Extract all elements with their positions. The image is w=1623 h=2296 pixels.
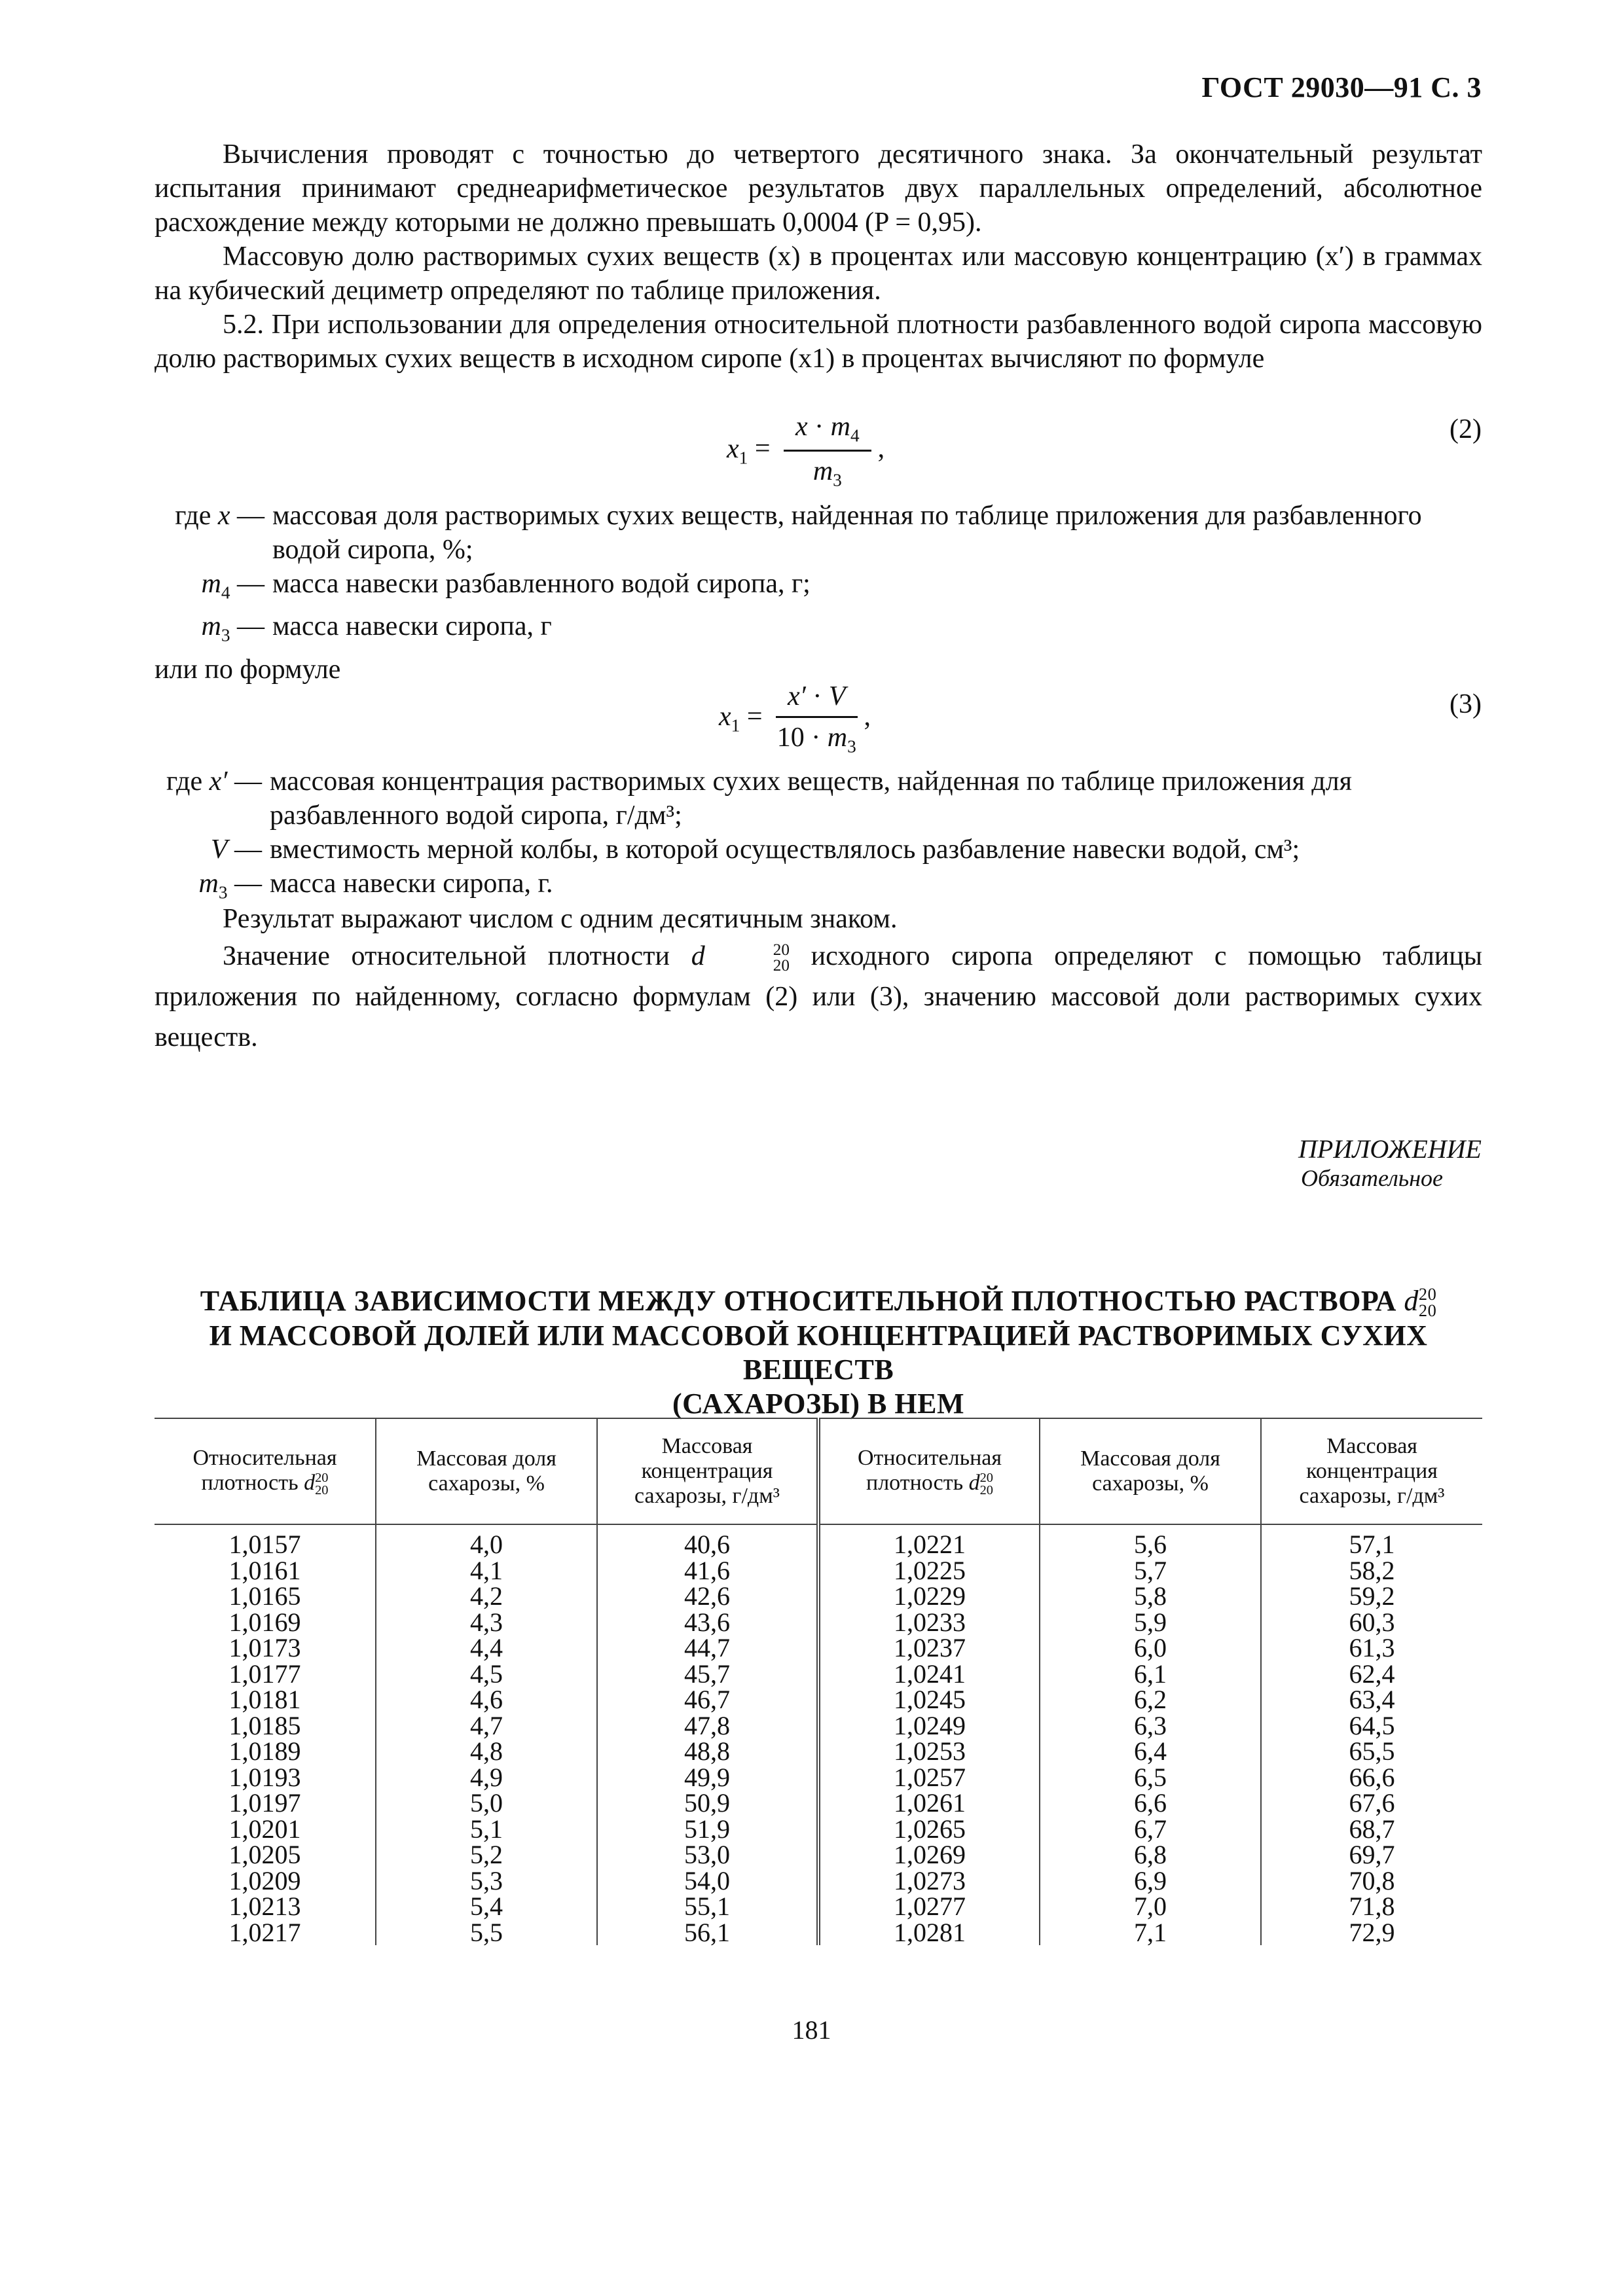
intro-text (155, 137, 1482, 376)
header-density-left: Относительная плотность d 20 20 (155, 1418, 376, 1524)
formula-3-fraction: $\frac{x' \cdot V}{10 \cdot m_3}$ (776, 681, 856, 757)
formula-3-lhs: $x_1$ (719, 701, 740, 736)
result-text (155, 902, 1482, 1058)
column-density-right: 1,0221 1,0225 1,0229 1,0233 1,0237 1,0241 1,0245 1,0249 1,0253 1,0257 1,0261 1,0265 1,0269 1,0273 1,0277 1,0281 (818, 1524, 1040, 1945)
table-title-line-1: ТАБЛИЦА ЗАВИСИМОСТИ МЕЖДУ ОТНОСИТЕЛЬНОЙ ПЛОТНОСТЬЮ РАСТВОРА d 20 20 (200, 1284, 1437, 1321)
header-density-right: Относительная плотность d 20 20 (818, 1418, 1040, 1524)
paragraph-dilution: 5.2. При использовании для определения относительной плотности разбавленного водой сиропа массовую долю растворимых сухих веществ в исходном сиропе (x1) в процентах вычисляют по формуле (155, 310, 1482, 374)
column-conc-left: 40,6 41,6 42,6 43,6 44,7 45,7 46,7 47,8 48,8 49,9 50,9 51,9 53,0 54,0 55,1 56,1 (597, 1524, 818, 1945)
formula-2-fraction: $\frac{x \cdot m_4}{m_3}$ (784, 411, 871, 491)
formula-2-equals: = (754, 433, 771, 464)
formula-2-lhs: $x_1$ (727, 433, 748, 467)
appendix-title: ПРИЛОЖЕНИЕ (1298, 1134, 1482, 1164)
formula-2: $x_1$ = $\frac{x \cdot m_4}{m_3}$ , (727, 412, 885, 490)
paragraph-result: Результат выражают числом с одним десятичным знаком. (223, 904, 898, 934)
definitions-formula-3: где x′ — массовая концентрация растворимых сухих веществ, найденная по таблице приложения для разбавленного водой сиропа, г/дм³; V — вместимость мерной колбы, в которой осуществлялось разбавление навески водой, см³; $m_3$ — масса навески сиропа, г. (155, 764, 1482, 909)
appendix-subtitle: Обязательное (1301, 1165, 1444, 1191)
paragraph-precision: Вычисления проводят с точностью до четвертого десятичного знака. За окончательный результат испытания принимают среднеарифметическое результатов двух параллельных определений, абсолютное расхождение между которыми не должно превышать 0,0004 (P = 0,95). (155, 139, 1482, 238)
header-mass-left: Массовая доля сахарозы, % (376, 1418, 597, 1524)
appendix-heading (1298, 1134, 1482, 1192)
formula-3-equals: = (746, 701, 763, 732)
paragraph-mass-fraction: Массовую долю растворимых сухих веществ (x) в процентах или массовую концентрацию (x′) в граммах на кубический дециметр определяют по таблице приложения. (155, 242, 1482, 306)
column-conc-right: 57,1 58,2 59,2 60,3 61,3 62,4 63,4 64,5 65,5 66,6 67,6 68,7 69,7 70,8 71,8 72,9 (1261, 1524, 1482, 1945)
def-v: вместимость мерной колбы, в которой осуществлялось разбавление навески водой, см³; (270, 834, 1300, 865)
def-x-prime: массовая концентрация растворимых сухих веществ, найденная по таблице приложения для разбавленного водой сиропа, г/дм³; (270, 766, 1352, 831)
table-row (155, 1524, 1482, 1945)
def-m3: масса навески сиропа, г (272, 611, 552, 642)
table-title-line-2: И МАССОВОЙ ДОЛЕЙ ИЛИ МАССОВОЙ КОНЦЕНТРАЦИЕЙ РАСТВОРИМЫХ СУХИХ ВЕЩЕСТВ (209, 1319, 1428, 1386)
formula-3: $x_1$ = $\frac{x' \cdot V}{10 \cdot m_3}$ , (719, 681, 871, 757)
equation-number-3: (3) (1450, 689, 1482, 719)
paragraph-density: Значение относительной плотности d 20 20 исходного сиропа определяют с помощью таблицы приложения по найденному, согласно формулам (2) или (3), значению массовой доли растворимых сухих веществ. (155, 941, 1483, 1052)
def-m3-second: масса навески сиропа, г. (270, 869, 553, 899)
column-density-left: 1,0157 1,0161 1,0165 1,0169 1,0173 1,0177 1,0181 1,0185 1,0189 1,0193 1,0197 1,0201 1,0205 1,0209 1,0213 1,0217 (228, 1530, 301, 1947)
density-table (155, 1418, 1482, 1945)
equation-number-2: (2) (1450, 414, 1482, 444)
column-mass-right: 5,6 5,7 5,8 5,9 6,0 6,1 6,2 6,3 6,4 6,5 6,6 6,7 6,8 6,9 7,0 7,1 (1040, 1524, 1261, 1945)
def-m4: масса навески разбавленного водой сиропа, г; (272, 569, 811, 599)
header-conc-right: Массовая концентрация сахарозы, г/дм³ (1261, 1418, 1482, 1524)
page-number: 181 (792, 2015, 831, 2045)
table-title-line-3: (САХАРОЗЫ) В НЕМ (672, 1388, 964, 1420)
table-title (155, 1284, 1482, 1421)
definitions-formula-2: где x — массовая доля растворимых сухих веществ, найденная по таблице приложения для разбавленного водой сиропа, %; $m_4$ — масса навески разбавленного водой сиропа, г; $m_3$ — масса навески сиропа, г или по формуле (155, 499, 1482, 687)
header-conc-left: Массовая концентрация сахарозы, г/дм³ (597, 1418, 818, 1524)
or-formula: или по формуле (155, 654, 341, 685)
column-mass-left: 4,0 4,1 4,2 4,3 4,4 4,5 4,6 4,7 4,8 4,9 5,0 5,1 5,2 5,3 5,4 5,5 (376, 1524, 597, 1945)
header-mass-right: Массовая доля сахарозы, % (1040, 1418, 1261, 1524)
def-x: массовая доля растворимых сухих веществ, найденная по таблице приложения для разбавленного водой сиропа, %; (272, 501, 1422, 565)
page-header: ГОСТ 29030—91 С. 3 (1201, 71, 1482, 103)
